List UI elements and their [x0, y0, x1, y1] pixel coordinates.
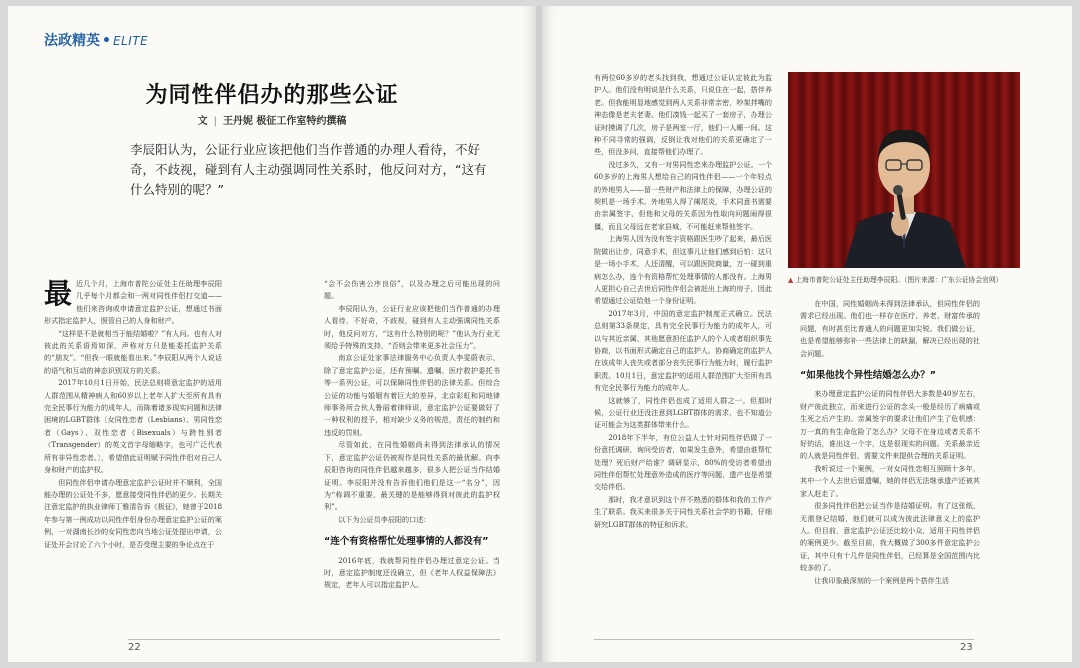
body-paragraph: 很多同性伴侣把公证当作是结婚证明。有了这张纸，无需登记结婚，他们就可以成为彼此法律意义上的监护人。但目前，意定监护公证还比较小众，适用于同性伴侣的案例更少。截至目前，我大概做了300多件意定监护公证，其中只有十几件是同性伴侣，已经算是全国范围内比较多的了。: [800, 501, 980, 573]
page-number: 23: [960, 642, 973, 653]
body-paragraph: 2017年3月，中国的意定监护制度正式确立。民法总则第33条规定，具有完全民事行为能力的成年人，可以与其近亲属、其他愿意担任监护人的个人或者组织事先协商，以书面形式确定自己的监护人。协商确定的监护人在该成年人丧失或者部分丧失民事行为能力时，履行监护职责。10月1日，意定监护的适用人群范围扩大至所有具有完全民事行为能力的成年人。: [594, 308, 772, 393]
section-header: [44, 30, 148, 50]
body-paragraph: 在中国，同性婚姻尚未得到法律承认，但同性伴侣的需求已经出现。他们也一样存在医疗、养老、财富传承的问题，有时甚至比普通人的问题更加尖锐。我们做公证，也是希望能够弥补一些法律上的缺漏，解决已经出现的社会问题。: [800, 299, 980, 358]
body-paragraph: 尽管如此，在同性婚姻尚未得到法律承认的情况下，意定监护公证仍被视作是同性关系的最优解。向李辰阳咨询的同性伴侣越来越多，很多人把公证当作结婚证明。李辰阳并没有告诉他们他们是这一“名分”，因为“称调不重要，最关键的是能够得到对彼此的监护权利”。: [324, 440, 500, 512]
portrait-illustration: [788, 72, 1020, 268]
body-paragraph: 最近几个月，上海市普陀公证处主任助理李辰阳几乎每个月都会和一两对同性伴侣打交道——他们来咨询或申请意定监护公证，想通过书面形式指定监护人，照管自己的人身和财产。: [44, 277, 222, 326]
left-column-1: [44, 278, 222, 551]
page-number: 22: [128, 642, 141, 653]
photo-caption: ▲ 上海市普陀公证处主任助理李辰阳。（图片来源：广东公证协会官网）: [788, 276, 1003, 284]
body-paragraph: 有两位60多岁的老头找到我，想通过公证认定彼此为监护人。他们没有明说是什么关系，只说住在一起，搭伴养老。但我能明显地感觉到两人关系非常亲密，吵架拌嘴的神态像是老夫老妻。他们凑钱一起买了一套房子，办理公证时摸调了几次，房子是两室一厅，他们一人睡一间。这种不同寻常的强调，反倒让我对他们的关系更确定了一些，但没多问，直接帮他们办理了。: [594, 73, 772, 157]
portrait-photo: [788, 72, 1020, 268]
left-column-2: [324, 278, 500, 592]
lead-paragraph: 李辰阳认为，公证行业应该把他们当作普通的办理人看待，不好奇，不歧视，碰到有人主动强调同性关系时，他反问对方，“这有什么特别的呢？”: [130, 142, 487, 197]
body-paragraph: 没过多久，又有一对男同性恋来办理监护公证。一个60多岁的上海男人想给自己的同性伴侣——一个年轻点的外地男人——留一些财产和法律上的保障，办理公证的契机是一场手术。外地男人得了阑尾炎，手术同意书需要由亲属签字，但他和父母的关系因为性取向问题闹得很僵，而且父母远在老家县城，不可能赶来帮他签字。: [594, 159, 772, 231]
footer-rule: [594, 639, 974, 640]
header-separator: •: [102, 33, 111, 49]
drop-cap: 最: [44, 277, 73, 310]
body-paragraph: 我听说过一个案例，一对女同性恋相互照顾十多年，其中一个人去世后留遗嘱，她的伴侣无法继承遗产还被其家人赶走了。: [800, 463, 980, 498]
left-page: [8, 6, 536, 662]
byline-authors: 王丹妮 极征工作室特约撰稿: [222, 116, 347, 127]
byline-prefix: 文: [197, 116, 208, 127]
right-column-2: [800, 298, 980, 587]
body-paragraph: 让我印象最深刻的一个案例是两个搭伴生活: [814, 575, 949, 585]
body-paragraph: 2018年下半年，有位公益人士针对同性伴侣做了一份意托调研，询问受访者，如果发生意外，希望由谁帮忙处理？死后财产给谁？调研显示，80%的受访者希望由同性伴侣帮忙处理意外造成的医疗等问题，遗产也是希望交给伴侣。: [594, 432, 772, 492]
body-paragraph: “这样是不是就相当于能结婚啦？”有人问。也有人对彼此的关系语焉如深，声称对方只是能委托监护关系的“朋友”。“但我一眼就能看出来。”李辰阳从两个人说话的语气和互动的神态识别双方的关系。: [44, 328, 222, 375]
brand-label: 法政精英: [44, 33, 100, 49]
body-paragraph: 以下为公证员李辰阳的口述：: [338, 514, 431, 524]
body-paragraph: 李辰阳认为，公证行业应该把他们当作普通的办理人看待，不好奇，不歧视，碰到有人主动强调同性关系时，他反问对方，“这有什么特别的呢？”他认为行业无须给予特殊的支持，“否则会带来更多社会压力”。: [324, 303, 500, 351]
body-paragraph: 2016年底，我就帮同性伴侣办理过意定公证。当时，意定监护制度还没确立，但《老年人权益保障法》规定，老年人可以指定监护人。: [324, 555, 500, 590]
body-paragraph: 这就够了，同性伴侣也成了适用人群之一。但那时候，公证行业还没注意到LGBT群体的需求，也不知道公证可能会为这类群体带来什么。: [594, 395, 772, 430]
body-paragraph: 那时，我才意识到这个并不熟悉的群体和我的工作产生了联系。我买来很多关于同性关系社会学的书籍，仔细研究LGBT群体的特征和诉求。: [594, 494, 772, 529]
right-column-1: [594, 72, 772, 531]
footer-rule: [128, 639, 500, 640]
byline: 文 | 王丹妮 极征工作室特约撰稿: [197, 116, 347, 127]
body-paragraph: “会不会伤害公序良俗”，以及办理之后可能出现的问题。: [324, 279, 500, 301]
right-page: [542, 6, 1072, 662]
subheading: “连个有资格帮忙处理事情的人都没有”: [324, 536, 489, 548]
subheading: “如果他找个异性结婚怎么办？”: [800, 370, 936, 382]
body-paragraph: 上海男人因为没有签字资格跟医生吵了起来，最后医院做出让步，同意手术，但这事儿让他们感到后怕：这只是一场小手术，人还清醒，可以跟医院商量，万一碰到重病怎么办，连个有资格帮忙处理事情的人都没有。上海男人更担心自己去世后同性伴侣会被赶出上海的房子，因此希望通过公证给他一个身份证明。: [594, 234, 772, 306]
elite-label: ELITE: [112, 34, 149, 48]
body-paragraph: 南京公证处家事法律服务中心负责人李雯蔚表示，除了意定监护公证，还有预嘱、遗嘱、医疗救护委托书等一系列公证，可以保障同性伴侣的法律关系。但综合公证的功能与婚姻有着巨大的差异，北京彩虹和同地律师事务所合伙人鲁丽着律师说，意定监护公证要做好了一种权利的授予，相对缺少义务的规范，责任的制约和违反的罚则。: [324, 353, 500, 437]
caption-triangle-icon: ▲: [788, 276, 794, 284]
body-paragraph: 2017年10月1日开始，民法总则将意定监护的适用人群范围从精神病人和60岁以上老年人扩大至所有具有完全民事行为能力的成年人，而陈着诸多现实问题和法律困境的LGBT群体〔女同性恋者（Lesbians）、男同性恋者（Gays）、双性恋者（Bisexuals）与跨性别者（Transgender）的英文首字母缩略字，也可广泛代表所有非异性恋者。〕，希望借此证明赋予同性伴侣对自己人身和财产的监护权。: [44, 378, 222, 475]
article-title: 为同性伴侣办的那些公证: [145, 83, 399, 108]
magazine-spread: [8, 6, 1072, 662]
body-paragraph: 来办理意定监护公证的同性伴侣大多数是40岁左右，财产彼此独立，而来进行公证的念头一般是经历了病痛或生死之后产生的。亲属签字的要求让他们产生了危机感：万一真的有生命危险了怎么办？父母不在身边或者关系不好的话，谁出这一个字，这是很现实的问题。关系最亲近的人就是同性伴侣，需要文件来提供合理的关系证明。: [800, 389, 980, 461]
body-paragraph: 但同性伴侣申请办理意定监护公证时并不顺利，全国能办理的公证处不多，愿意接受同性伴侣的更少。长期关注意定监护的执业律师丁雅清告诉《极征》，她曾于2018年参与第一例成功以同性伴侣身份办理意定监护公证的案例，一对湖南长沙的女同性恋向当地公证处提出申请，公证处开会讨论了六个小时，是否受理主要的争论点在于: [44, 477, 222, 549]
